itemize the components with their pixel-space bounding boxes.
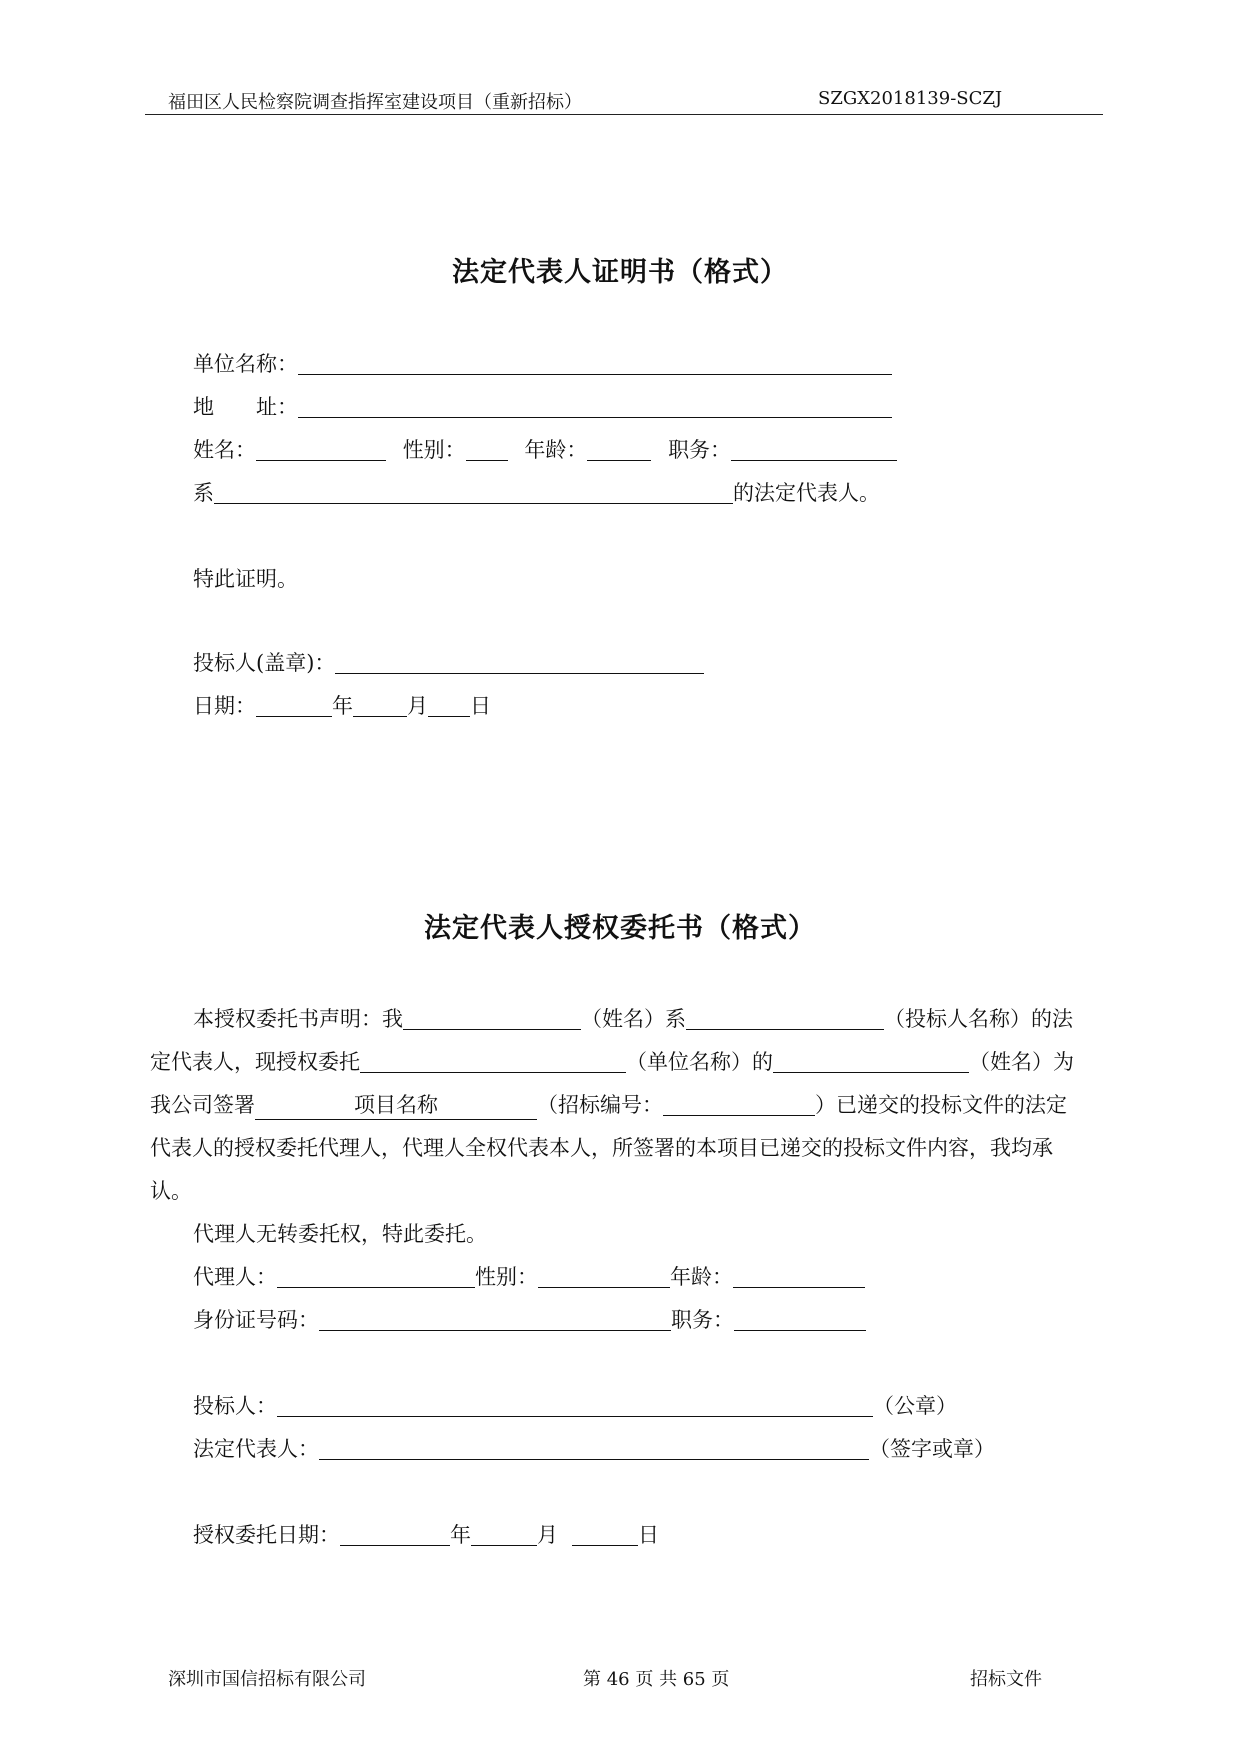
- entrusted-unit-blank[interactable]: [360, 1045, 626, 1073]
- cert-hereby: 特此证明。: [193, 567, 298, 591]
- cert-title: 法定代表人证明书（格式）: [452, 257, 788, 288]
- age-blank[interactable]: [587, 433, 651, 461]
- poa-legal-rep-row: [193, 1428, 995, 1471]
- unit-name-label: 单位名称：: [193, 352, 298, 376]
- agent-position-label: 职务：: [671, 1308, 734, 1332]
- age-label: 年龄：: [524, 438, 588, 462]
- agent-blank[interactable]: [277, 1260, 475, 1288]
- name-label: 姓名：: [193, 438, 256, 462]
- month-blank[interactable]: [353, 689, 407, 717]
- agent-age-label: 年龄：: [670, 1265, 733, 1289]
- header-rule: [145, 114, 1103, 115]
- footer-page-info: 第 46 页 共 65 页: [583, 1669, 730, 1690]
- footer-company: 深圳市国信招标有限公司: [168, 1669, 366, 1690]
- unit-name-blank[interactable]: [298, 347, 892, 375]
- poa-l2-a: 定代表人，现授权委托: [150, 1050, 360, 1074]
- poa-bidder-row: [193, 1385, 957, 1428]
- poa-agent-row: [193, 1256, 865, 1299]
- poa-day-blank[interactable]: [572, 1518, 638, 1546]
- agent-gender-blank[interactable]: [538, 1260, 670, 1288]
- declarant-name-blank[interactable]: [403, 1002, 581, 1030]
- year-blank[interactable]: [256, 689, 332, 717]
- poa-l2-b: （单位名称）的: [626, 1050, 773, 1074]
- poa-bidder-blank[interactable]: [277, 1389, 873, 1417]
- position-blank[interactable]: [731, 433, 897, 461]
- poa-legal-rep-blank[interactable]: [319, 1432, 869, 1460]
- date-label: 日期：: [193, 694, 256, 718]
- entrusted-name-blank[interactable]: [773, 1045, 969, 1073]
- cert-unit-name-row: [193, 343, 892, 386]
- poa-title: 法定代表人授权委托书（格式）: [424, 913, 816, 944]
- poa-month-label: 月: [537, 1523, 558, 1547]
- month-label: 月: [407, 694, 428, 718]
- poa-no-sub: 代理人无转委托权，特此委托。: [193, 1222, 487, 1246]
- poa-legal-rep-label: 法定代表人：: [193, 1437, 319, 1461]
- poa-l1-b: （姓名）系: [581, 1007, 686, 1031]
- poa-l3-b: （招标编号：: [537, 1093, 663, 1117]
- is-label: 系: [193, 481, 214, 505]
- poa-year-label: 年: [450, 1523, 471, 1547]
- address-blank[interactable]: [298, 390, 892, 418]
- project-name-field[interactable]: 项目名称: [255, 1092, 537, 1120]
- poa-line-5: 认。: [150, 1179, 192, 1203]
- poa-line-3: [150, 1084, 1067, 1127]
- cert-legal-rep-row: [193, 472, 880, 515]
- poa-date-row: [193, 1514, 659, 1557]
- seal-note: （公章）: [873, 1394, 957, 1418]
- poa-date-label: 授权委托日期：: [193, 1523, 340, 1547]
- footer-doc-type: 招标文件: [970, 1669, 1042, 1690]
- agent-gender-label: 性别：: [475, 1265, 538, 1289]
- poa-l3-a: 我公司签署: [150, 1093, 255, 1117]
- legal-rep-suffix: 的法定代表人。: [733, 481, 880, 505]
- poa-line-1: [193, 998, 1073, 1041]
- cert-date-row: [193, 685, 491, 728]
- poa-month-blank[interactable]: [471, 1518, 537, 1546]
- poa-line-4: 代表人的授权委托代理人，代理人全权代表本人，所签署的本项目已递交的投标文件内容，我均承: [150, 1136, 1053, 1160]
- gender-blank[interactable]: [466, 433, 508, 461]
- agent-label: 代理人：: [193, 1265, 277, 1289]
- cert-address-row: [193, 386, 892, 429]
- name-blank[interactable]: [256, 433, 386, 461]
- poa-l1-c: （投标人名称）的法: [884, 1007, 1073, 1031]
- id-blank[interactable]: [319, 1303, 671, 1331]
- agent-age-blank[interactable]: [733, 1260, 865, 1288]
- day-label: 日: [470, 694, 491, 718]
- bidder-name-blank[interactable]: [686, 1002, 884, 1030]
- poa-id-row: [193, 1299, 866, 1342]
- bidder-seal-label: 投标人(盖章)：: [193, 651, 336, 675]
- agent-position-blank[interactable]: [734, 1303, 866, 1331]
- poa-year-blank[interactable]: [340, 1518, 450, 1546]
- poa-l2-c: （姓名）为: [969, 1050, 1074, 1074]
- poa-l3-c: ）已递交的投标文件的法定: [815, 1093, 1067, 1117]
- header-project-name: 福田区人民检察院调查指挥室建设项目（重新招标）: [168, 92, 582, 113]
- poa-bidder-label: 投标人：: [193, 1394, 277, 1418]
- id-label: 身份证号码：: [193, 1308, 319, 1332]
- header-project-code: SZGX2018139-SCZJ: [818, 88, 1003, 109]
- sign-note: （签字或章）: [869, 1437, 995, 1461]
- position-label: 职务：: [668, 438, 732, 462]
- gender-label: 性别：: [402, 438, 466, 462]
- cert-person-row: [193, 429, 897, 472]
- year-label: 年: [332, 694, 353, 718]
- tender-no-blank[interactable]: [663, 1088, 815, 1116]
- day-blank[interactable]: [428, 689, 470, 717]
- poa-l1-a: 本授权委托书声明：我: [193, 1007, 403, 1031]
- cert-bidder-row: [193, 642, 704, 685]
- poa-line-2: [150, 1041, 1074, 1084]
- address-label: 地 址：: [193, 395, 298, 419]
- poa-day-label: 日: [638, 1523, 659, 1547]
- bidder-seal-blank[interactable]: [335, 646, 704, 674]
- company-blank[interactable]: [214, 476, 733, 504]
